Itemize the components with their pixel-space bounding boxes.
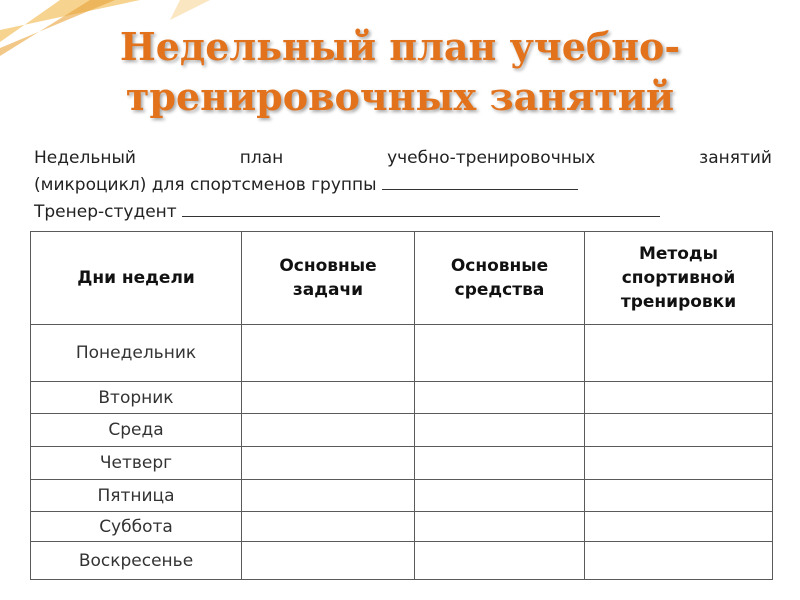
methods-cell[interactable] (585, 447, 773, 480)
intro-line-3 (34, 198, 772, 225)
table-row (31, 542, 773, 580)
means-cell[interactable] (415, 512, 585, 542)
tasks-cell[interactable] (242, 542, 415, 580)
intro-text (34, 145, 772, 225)
table-row (31, 447, 773, 480)
intro-line-2 (34, 171, 772, 198)
table-row (31, 512, 773, 542)
tasks-cell[interactable] (242, 512, 415, 542)
day-cell: Воскресенье (31, 542, 242, 580)
weekly-plan-table (30, 231, 773, 580)
means-cell[interactable] (415, 447, 585, 480)
intro-word: план (239, 148, 284, 168)
table-row (31, 480, 773, 512)
methods-cell[interactable] (585, 325, 773, 382)
day-cell: Вторник (31, 382, 242, 414)
intro-group-label: (микроцикл) для спортсменов группы (34, 175, 377, 195)
table-row (31, 414, 773, 447)
day-cell: Пятница (31, 480, 242, 512)
tasks-cell[interactable] (242, 325, 415, 382)
means-cell[interactable] (415, 542, 585, 580)
header-main-tasks: Основные задачи (242, 232, 415, 325)
header-main-means: Основные средства (415, 232, 585, 325)
day-cell: Понедельник (31, 325, 242, 382)
header-training-methods: Методы спортивной тренировки (585, 232, 773, 325)
table-row (31, 382, 773, 414)
methods-cell[interactable] (585, 382, 773, 414)
title-line-2: тренировочных занятий (125, 74, 675, 119)
tasks-cell[interactable] (242, 414, 415, 447)
table-header-row (31, 232, 773, 325)
means-cell[interactable] (415, 325, 585, 382)
means-cell[interactable] (415, 480, 585, 512)
tasks-cell[interactable] (242, 382, 415, 414)
day-cell: Четверг (31, 447, 242, 480)
intro-line-1 (34, 145, 772, 171)
tasks-cell[interactable] (242, 447, 415, 480)
methods-cell[interactable] (585, 414, 773, 447)
day-cell: Среда (31, 414, 242, 447)
means-cell[interactable] (415, 382, 585, 414)
header-days: Дни недели (31, 232, 242, 325)
page-title (0, 22, 800, 122)
table-row (31, 325, 773, 382)
group-blank-line (382, 171, 578, 190)
day-cell: Суббота (31, 512, 242, 542)
means-cell[interactable] (415, 414, 585, 447)
intro-trainer-label: Тренер-студент (34, 202, 177, 222)
intro-word: Недельный (34, 148, 136, 168)
intro-word: учебно-тренировочных (387, 148, 596, 168)
methods-cell[interactable] (585, 480, 773, 512)
methods-cell[interactable] (585, 512, 773, 542)
intro-word: занятий (699, 148, 772, 168)
tasks-cell[interactable] (242, 480, 415, 512)
trainer-blank-line (182, 198, 660, 217)
title-line-1: Недельный план учебно- (119, 24, 681, 69)
methods-cell[interactable] (585, 542, 773, 580)
